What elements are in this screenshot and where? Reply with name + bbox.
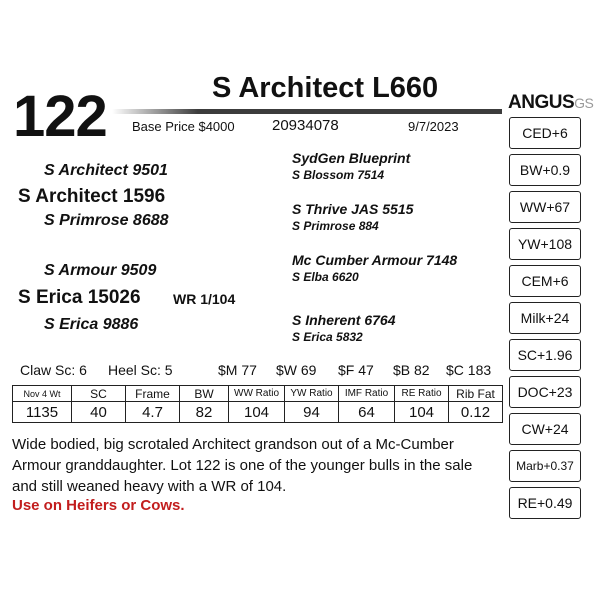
dam-dam: S Erica 9886: [44, 316, 139, 333]
epd-cem: CEM+6: [509, 265, 581, 297]
value-rib-fat: 0.12: [449, 402, 503, 423]
index-m: $M 77: [218, 362, 257, 378]
right-sire-1: SydGen Blueprint: [292, 150, 411, 166]
value-frame: 4.7: [126, 402, 180, 423]
epd-ww: WW+67: [509, 191, 581, 223]
sire-sire: S Architect 9501: [44, 162, 168, 179]
sire-dam: S Primrose 8688: [44, 212, 169, 229]
weaning-ratio: WR 1/104: [173, 291, 236, 307]
value-yw-ratio: 94: [285, 402, 339, 423]
epd-bw: BW+0.9: [509, 154, 581, 186]
table-value-row: [13, 402, 503, 423]
value-ww-ratio: 104: [229, 402, 285, 423]
header-ww-ratio: WW Ratio: [229, 386, 285, 402]
right-sire-2: S Thrive JAS 5515: [292, 201, 414, 217]
title-divider: [112, 109, 502, 114]
registration-number: 20934078: [272, 117, 339, 134]
right-sire-3: Mc Cumber Armour 7148: [292, 252, 458, 268]
header-sc: SC: [72, 386, 126, 402]
claw-score: Claw Sc: 6: [20, 362, 87, 378]
index-b: $B 82: [393, 362, 430, 378]
value-bw: 82: [180, 402, 229, 423]
header-weight: Nov 4 Wt: [13, 386, 72, 402]
epd-milk: Milk+24: [509, 302, 581, 334]
dam-sire: S Armour 9509: [44, 262, 157, 279]
right-dam-2: S Primrose 884: [292, 219, 379, 233]
usage-note: Use on Heifers or Cows.: [12, 497, 185, 514]
lot-number: 122: [13, 84, 107, 149]
angus-gs-logo: [508, 92, 593, 114]
right-dam-1: S Blossom 7514: [292, 168, 385, 182]
header-frame: Frame: [126, 386, 180, 402]
epd-ced: CED+6: [509, 117, 581, 149]
value-weight: 1135: [13, 402, 72, 423]
right-sire-4: S Inherent 6764: [292, 312, 396, 328]
index-c: $C 183: [446, 362, 492, 378]
bull-name: S Architect L660: [212, 72, 439, 104]
right-dam-4: S Erica 5832: [292, 330, 363, 344]
index-w: $W 69: [276, 362, 317, 378]
right-dam-3: S Elba 6620: [292, 270, 359, 284]
epd-re: RE+0.49: [509, 487, 581, 519]
header-bw: BW: [180, 386, 229, 402]
epd-marb: Marb+0.37: [509, 450, 581, 482]
dam: S Erica 15026: [18, 287, 141, 308]
header-yw-ratio: YW Ratio: [285, 386, 339, 402]
sire: S Architect 1596: [18, 186, 166, 207]
value-re-ratio: 104: [395, 402, 449, 423]
base-price: Base Price $4000: [132, 119, 235, 134]
epd-column: [509, 117, 581, 524]
value-sc: 40: [72, 402, 126, 423]
header-rib-fat: Rib Fat: [449, 386, 503, 402]
index-f: $F 47: [338, 362, 374, 378]
epd-doc: DOC+23: [509, 376, 581, 408]
table-header-row: [13, 386, 503, 402]
epd-yw: YW+108: [509, 228, 581, 260]
epd-sc: SC+1.96: [509, 339, 581, 371]
logo-suffix: GS: [574, 95, 594, 111]
header-re-ratio: RE Ratio: [395, 386, 449, 402]
logo-main: ANGUS: [508, 92, 575, 113]
header-imf-ratio: IMF Ratio: [339, 386, 395, 402]
lot-description: Wide bodied, big scrotaled Architect grandson out of a Mc-Cumber Armour granddaughter. Lot 122 is one of the younger bulls in the sale and still weaned heavy with a WR of 104.: [12, 436, 473, 495]
birth-date: 9/7/2023: [408, 119, 459, 134]
heel-score: Heel Sc: 5: [108, 362, 173, 378]
value-imf-ratio: 64: [339, 402, 395, 423]
performance-table: [12, 385, 503, 423]
epd-cw: CW+24: [509, 413, 581, 445]
